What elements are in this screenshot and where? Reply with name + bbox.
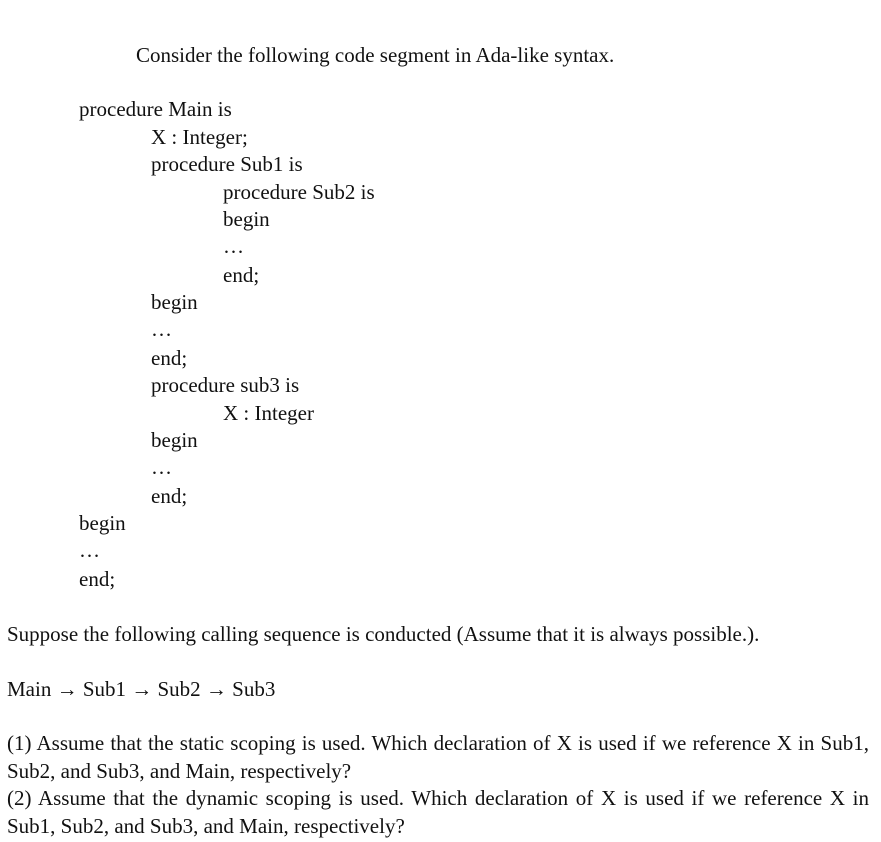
code-line-sub2-end: end; — [223, 263, 260, 287]
question-2: (2) Assume that the dynamic scoping is used. Which declaration of X is used if we reference X in Sub1, Sub2, and Sub3, and Main, respectively? — [7, 786, 869, 838]
code-line-sub1-end: end; — [151, 346, 188, 370]
code-line-sub3-body: … — [151, 455, 172, 479]
code-line-sub3-end: end; — [151, 484, 188, 508]
code-line-main-header: procedure Main is — [79, 97, 232, 121]
code-line-sub1-body: … — [151, 317, 172, 341]
code-line-sub3-begin: begin — [151, 428, 198, 452]
code-line-sub3-x-decl: X : Integer — [223, 401, 314, 425]
code-line-x-decl: X : Integer; — [151, 125, 248, 149]
code-line-sub1-begin: begin — [151, 290, 198, 314]
code-line-sub2-begin: begin — [223, 207, 270, 231]
calling-sequence: Main → Sub1 → Sub2 → Sub3 — [7, 677, 276, 701]
code-line-main-begin: begin — [79, 511, 126, 535]
code-line-main-body: … — [79, 538, 100, 562]
code-line-sub3-header: procedure sub3 is — [151, 373, 300, 397]
code-line-main-end: end; — [79, 567, 116, 591]
code-line-sub2-header: procedure Sub2 is — [223, 180, 375, 204]
code-line-sub2-body: … — [223, 234, 244, 258]
question-1: (1) Assume that the static scoping is used. Which declaration of X is used if we reference X in Sub1, Sub2, and Sub3, and Main, respectively? — [7, 731, 869, 783]
intro-text: Consider the following code segment in Ada-like syntax. — [136, 43, 615, 67]
code-line-sub1-header: procedure Sub1 is — [151, 152, 303, 176]
suppose-text: Suppose the following calling sequence is conducted (Assume that it is always possible.). — [7, 622, 760, 646]
